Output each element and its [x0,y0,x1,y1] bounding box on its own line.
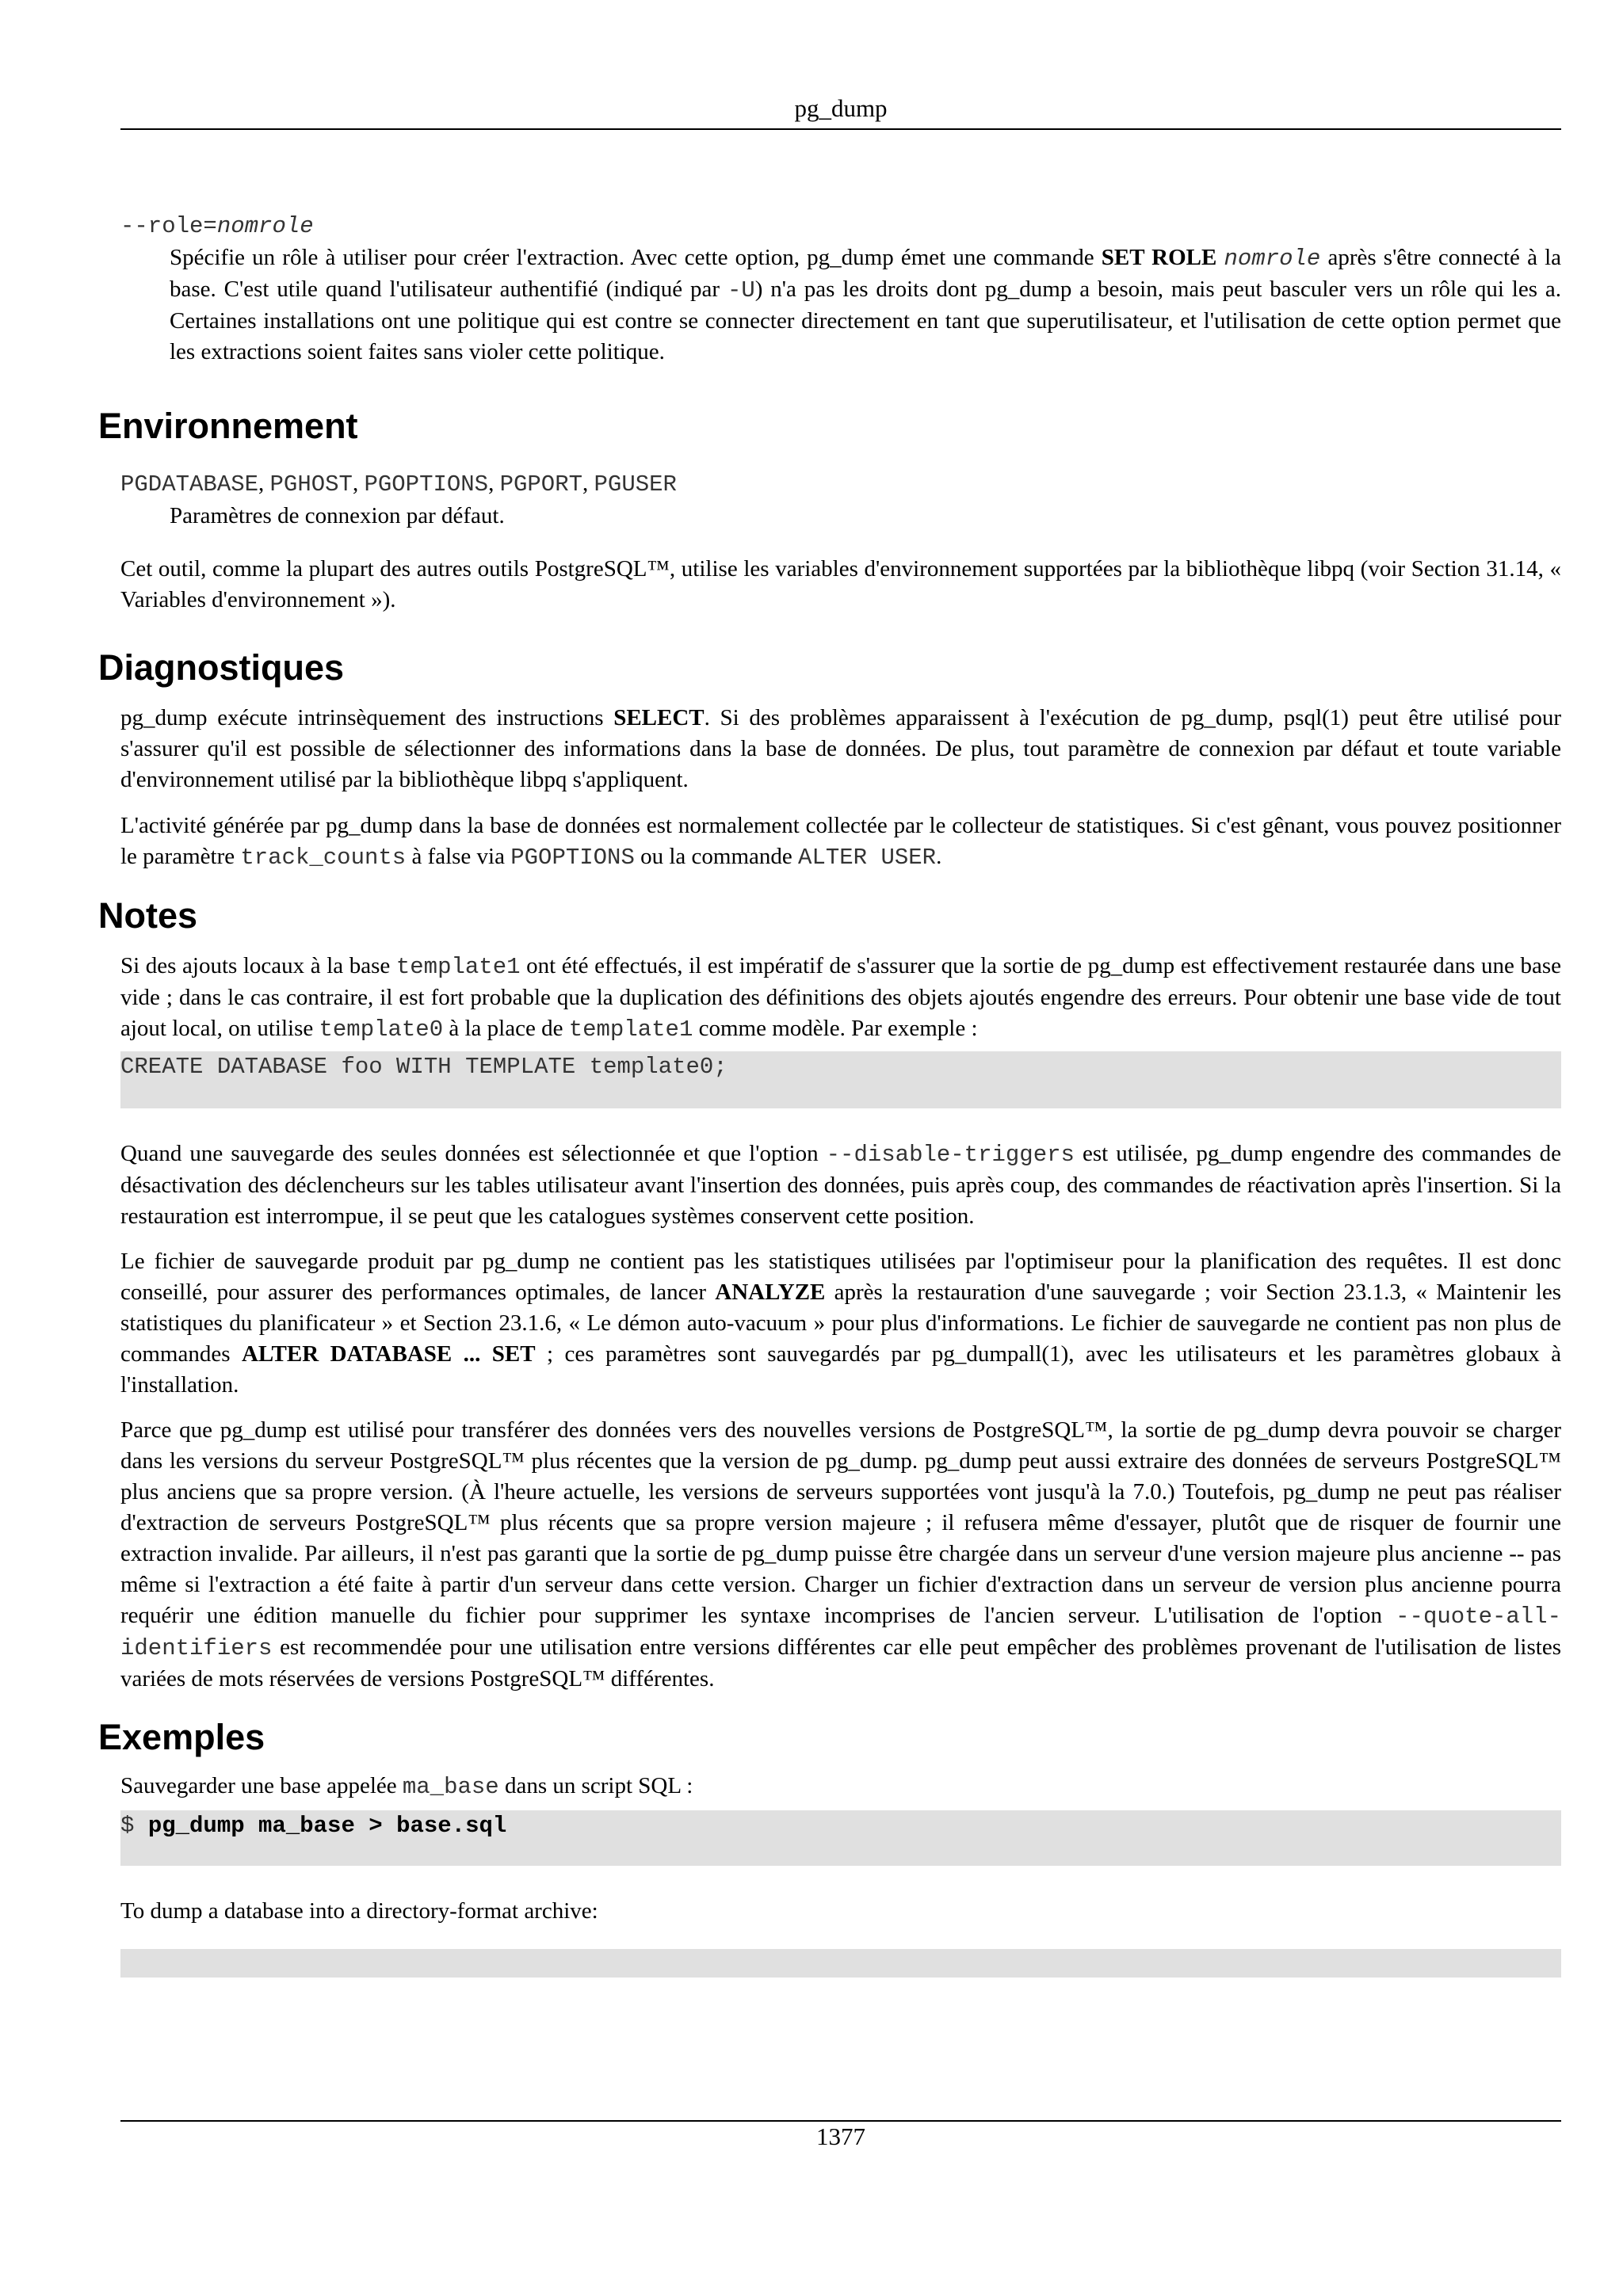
code-block-create-database: CREATE DATABASE foo WITH TEMPLATE template0; [120,1051,1561,1108]
text-run: comme modèle. Par exemple : [693,1016,978,1041]
text-run: après la restauration d'une sauvegarde ; voir Section 23.1.3, « Maintenir les statistiques du planificateur » et Section 23.1.6, « Le démon auto-vacuum » pour plus d'informations. Le fichier de sauvegarde ne contient pas non plus de commandes [120,1280,1561,1367]
notes-paragraph-2 [120,1138,1561,1232]
inline-code: --disable-triggers [826,1142,1075,1168]
inline-code: ALTER USER [798,845,937,871]
inline-code: template1 [395,954,521,980]
text-run: Spécifie un rôle à utiliser pour créer l'extraction. Avec cette option, pg_dump émet une commande [170,245,1102,270]
header-rule [120,128,1561,130]
text-run: ) n'a pas les droits dont pg_dump a besoin, mais peut basculer vers un rôle qui les a. Certaines installations ont une politique qui est contre se connecter directement en tant que superutilisateur, et l'utilisation de cette option permet que les extractions soient faites sans violer cette politique. [170,277,1561,364]
text-run: . [936,844,942,869]
text-run: ; ces paramètres sont sauvegardés par pg_dumpall(1), avec les utilisateurs et les paramètres globaux à l'installation. [120,1341,1562,1398]
notes-paragraph-3 [120,1246,1561,1401]
separator: , [582,471,594,496]
text-run: Si des ajouts locaux à la base [120,953,396,978]
diagnostics-heading: Diagnostiques [98,647,345,688]
text-run: pg_dump exécute intrinsèquement des instructions [120,705,614,730]
text-run: ont été effectués, il est impératif de s'assurer que la sortie de pg_dump est effectivement restaurée dans une base vide ; dans le cas contraire, il est fort probable que la duplication des définitions des objets ajoutés engendre des erreurs. Pour obtenir une base vide de tout ajout local, on utilise [120,953,1561,1041]
inline-code: PGOPTIONS [510,845,635,871]
notes-heading: Notes [98,895,198,936]
text-run: ou la commande [634,844,799,869]
env-var: PGUSER [594,471,677,498]
set-role-keyword: SET ROLE [1101,245,1217,270]
text-run: à la place de [443,1016,569,1041]
text-run: . Si des problèmes apparaissent à l'exécution de pg_dump, psql(1) peut être utilisé pour s'assurer qu'il est possible de sélectionner des informations dans la base de données. De plus, tout paramètre de connexion par défaut et toute variable d'environnement utilisé par la bibliothèque libpq s'appliquent. [120,705,1562,792]
alter-database-keyword: ALTER DATABASE ... SET [241,1341,536,1367]
role-option-arg: nomrole [216,213,314,239]
env-var: PGHOST [269,471,353,498]
environment-vars-description: Paramètres de connexion par défaut. [170,503,505,528]
inline-code: --quote-all-identifiers [120,1604,1561,1661]
env-var: PGOPTIONS [364,471,489,498]
diagnostics-paragraph-1 [120,703,1561,795]
role-arg: nomrole [1224,246,1321,272]
environment-heading: Environnement [98,406,358,446]
text-run: à false via [406,844,511,869]
env-var: PGDATABASE [120,471,259,498]
text-run: Sauvegarder une base appelée [120,1773,403,1798]
text-run: L'activité générée par pg_dump dans la base de données est normalement collectée par le collecteur de statistiques. Si c'est gênant, vous pouvez positionner le paramètre [120,813,1561,869]
shell-prompt: $ [120,1813,148,1839]
text-run: Le fichier de sauvegarde produit par pg_dump ne contient pas les statistiques utilisées par l'optimiseur pour la planification des requêtes. Il est donc conseillé, pour assurer des performances optimales, de lancer [120,1249,1561,1305]
text-run: est recommendée pour une utilisation entre versions différentes car elle peut empêcher des problèmes provenant de l'utilisation de listes variées de mots réservées de versions PostgreSQL™ différentes. [120,1634,1561,1691]
inline-code: template0 [319,1016,444,1043]
role-option-term [120,211,1561,242]
diagnostics-paragraph-2 [120,810,1561,873]
inline-code: template1 [568,1016,693,1043]
examples-paragraph-1 [120,1771,1561,1802]
separator: , [352,471,365,496]
shell-command: pg_dump ma_base > base.sql [147,1813,507,1839]
notes-paragraph-1 [120,951,1561,1045]
analyze-keyword: ANALYZE [715,1280,826,1305]
env-var: PGPORT [499,471,583,498]
environment-paragraph: Cet outil, comme la plupart des autres outils PostgreSQL™, utilise les variables d'environnement supportées par la bibliothèque libpq (voir Section 31.14, « Variables d'environnement »). [120,556,1561,612]
running-header: pg_dump [794,94,888,122]
page-content [98,211,1562,1978]
text-run: Parce que pg_dump est utilisé pour transférer des données vers des nouvelles versions de PostgreSQL™, la sortie de pg_dump devra pouvoir se charger dans les versions du serveur PostgreSQL™ plus récentes que la version de pg_dump. pg_dump peut aussi extraire des données de serveurs PostgreSQL™ plus anciens que sa propre version. (À l'heure actuelle, les versions de serveurs supportées vont jusqu'à la 7.0.) Toutefois, pg_dump ne peut pas réaliser d'extraction de serveurs PostgreSQL™ plus récents que sa propre version majeure ; il refusera même d'essayer, plutôt que de risquer de fournir une extraction invalide. Par ailleurs, il n'est pas garanti que la sortie de pg_dump puisse être chargée dans un serveur d'une version majeure plus ancienne -- pas même si l'extraction a été faite à partir d'un serveur dans cette version. Charger un fichier d'extraction dans un serveur de version plus ancienne pourra requérir une édition manuelle du fichier pour supprimer les syntaxe incomprises de l'ancien serveur. L'utilisation de l'option [120,1417,1561,1628]
code-block-pg-dump [120,1810,1561,1866]
select-keyword: SELECT [613,705,705,730]
environment-vars [120,467,1561,501]
text-run: Quand une sauvegarde des seules données est sélectionnée et que l'option [120,1141,827,1166]
separator: , [488,471,500,496]
inline-code: ma_base [402,1774,499,1800]
user-flag: -U [727,277,755,303]
text-run: est utilisée, pg_dump engendre des commandes de désactivation des déclencheurs sur les tables utilisateur avant l'insertion des données, puis après coup, des commandes de réactivation après l'insertion. Si la restauration est interrompue, il se peut que les catalogues systèmes conservent cette position. [120,1141,1561,1229]
separator: , [258,471,270,496]
text-run: dans un script SQL : [498,1773,693,1798]
role-option-flag: --role= [120,213,217,239]
examples-heading: Exemples [98,1717,265,1757]
examples-paragraph-2: To dump a database into a directory-format archive: [120,1898,598,1924]
role-option-description [170,242,1561,368]
code-block-directory-format [120,1949,1561,1978]
page-number: 1377 [816,2122,865,2150]
notes-paragraph-4 [120,1415,1561,1695]
inline-code: track_counts [240,845,407,871]
text-run: après s'être connecté à la base. C'est utile quand l'utilisateur authentifié (indiqué par [170,245,1562,302]
